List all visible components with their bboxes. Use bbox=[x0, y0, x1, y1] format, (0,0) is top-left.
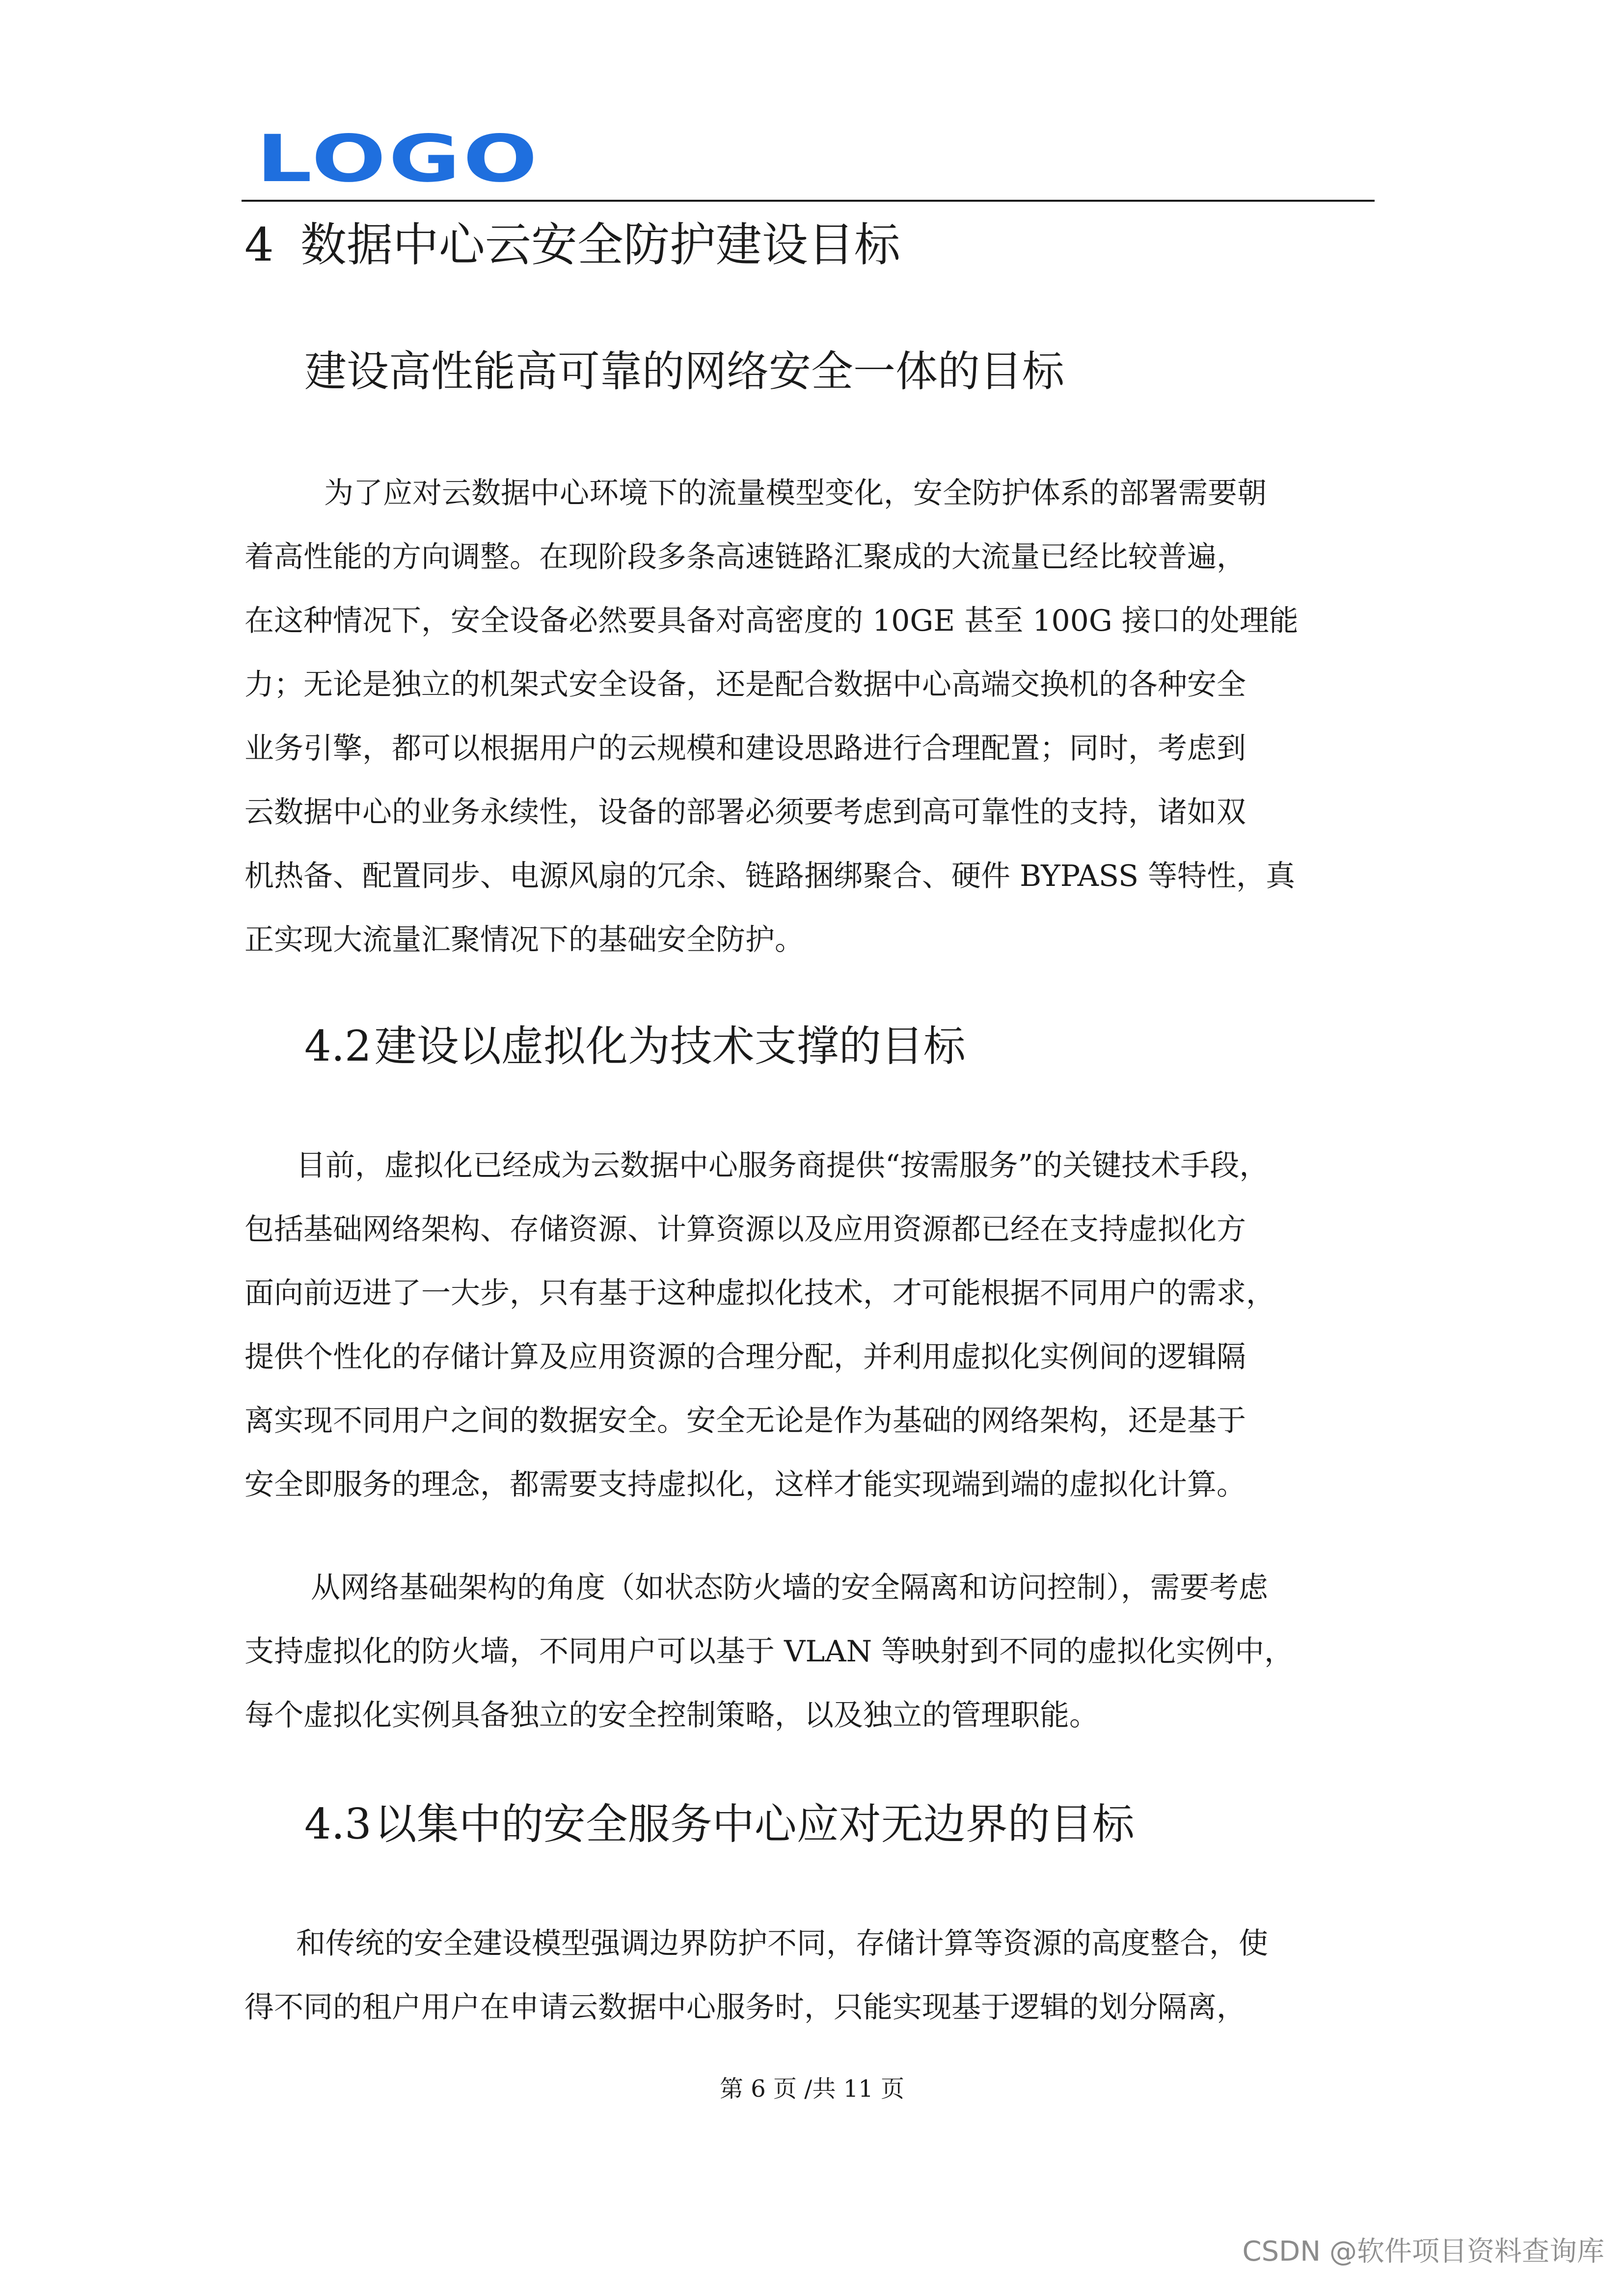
subsection-title: 以集中的安全服务中心应对无边界的目标 bbox=[374, 1800, 1135, 1849]
text-line: 得不同的租户用户在申请云数据中心服务时，只能实现基于逻辑的划分隔离， bbox=[244, 1990, 1246, 2025]
subsection-title: 建设高性能高可靠的网络安全一体的目标 bbox=[304, 347, 1064, 396]
subsection-number: 4.2 bbox=[304, 1022, 372, 1071]
section-number: 4 bbox=[244, 218, 274, 272]
text-line: 着高性能的方向调整。在现阶段多条高速链路汇聚成的大流量已经比较普遍， bbox=[244, 540, 1246, 574]
logo: LOGO bbox=[256, 121, 541, 197]
header-divider bbox=[242, 200, 1375, 202]
watermark: CSDN @软件项目资料查询库 bbox=[1242, 2236, 1604, 2268]
text-line: 为了应对云数据中心环境下的流量模型变化，安全防护体系的部署需要朝 bbox=[324, 476, 1267, 510]
text-line: 包括基础网络架构、存储资源、计算资源以及应用资源都已经在支持虚拟化方 bbox=[244, 1212, 1246, 1247]
text-line: 机热备、配置同步、电源风扇的冗余、链路捆绑聚合、硬件 BYPASS 等特性，真 bbox=[244, 859, 1296, 893]
text-line: 云数据中心的业务永续性，设备的部署必须要考虑到高可靠性的支持，诸如双 bbox=[244, 795, 1246, 829]
text-line: 从网络基础架构的角度（如状态防火墙的安全隔离和访问控制），需要考虑 bbox=[311, 1571, 1268, 1605]
section-title: 数据中心云安全防护建设目标 bbox=[300, 218, 900, 272]
text-line: 业务引擎，都可以根据用户的云规模和建设思路进行合理配置；同时，考虑到 bbox=[244, 731, 1246, 766]
subsection-heading bbox=[304, 1801, 1135, 1848]
text-line: 面向前迈进了一大步，只有基于这种虚拟化技术，才可能根据不同用户的需求， bbox=[244, 1276, 1275, 1310]
text-line: 力；无论是独立的机架式安全设备，还是配合数据中心高端交换机的各种安全 bbox=[244, 667, 1246, 702]
subsection-number: 4.3 bbox=[304, 1800, 372, 1849]
paragraph bbox=[244, 1134, 1383, 1517]
page-number: 第 6 页 /共 11 页 bbox=[719, 2075, 905, 2103]
text-line: 和传统的安全建设模型强调边界防护不同，存储计算等资源的高度整合，使 bbox=[296, 1926, 1268, 1961]
text-line: 离实现不同用户之间的数据安全。安全无论是作为基础的网络架构，还是基于 bbox=[244, 1404, 1246, 1438]
section-heading bbox=[244, 220, 900, 270]
paragraph bbox=[244, 1556, 1383, 1747]
subsection-heading bbox=[304, 348, 1064, 395]
text-line: 提供个性化的存储计算及应用资源的合理分配，并利用虚拟化实例间的逻辑隔 bbox=[244, 1340, 1246, 1374]
text-line: 每个虚拟化实例具备独立的安全控制策略，以及独立的管理职能。 bbox=[244, 1698, 1099, 1733]
text-line: 正实现大流量汇聚情况下的基础安全防护。 bbox=[244, 923, 804, 957]
subsection-title: 建设以虚拟化为技术支撑的目标 bbox=[374, 1022, 966, 1071]
text-line: 在这种情况下，安全设备必然要具备对高密度的 10GE 甚至 100G 接口的处理能 bbox=[244, 604, 1299, 638]
paragraph bbox=[244, 1912, 1383, 2039]
text-line: 安全即服务的理念，都需要支持虚拟化，这样才能实现端到端的虚拟化计算。 bbox=[244, 1468, 1246, 1502]
subsection-heading bbox=[304, 1023, 966, 1070]
paragraph bbox=[244, 461, 1383, 972]
text-line: 支持虚拟化的防火墙，不同用户可以基于 VLAN 等映射到不同的虚拟化实例中， bbox=[244, 1634, 1294, 1669]
text-line: 目前，虚拟化已经成为云数据中心服务商提供“按需服务”的关键技术手段， bbox=[296, 1148, 1269, 1183]
